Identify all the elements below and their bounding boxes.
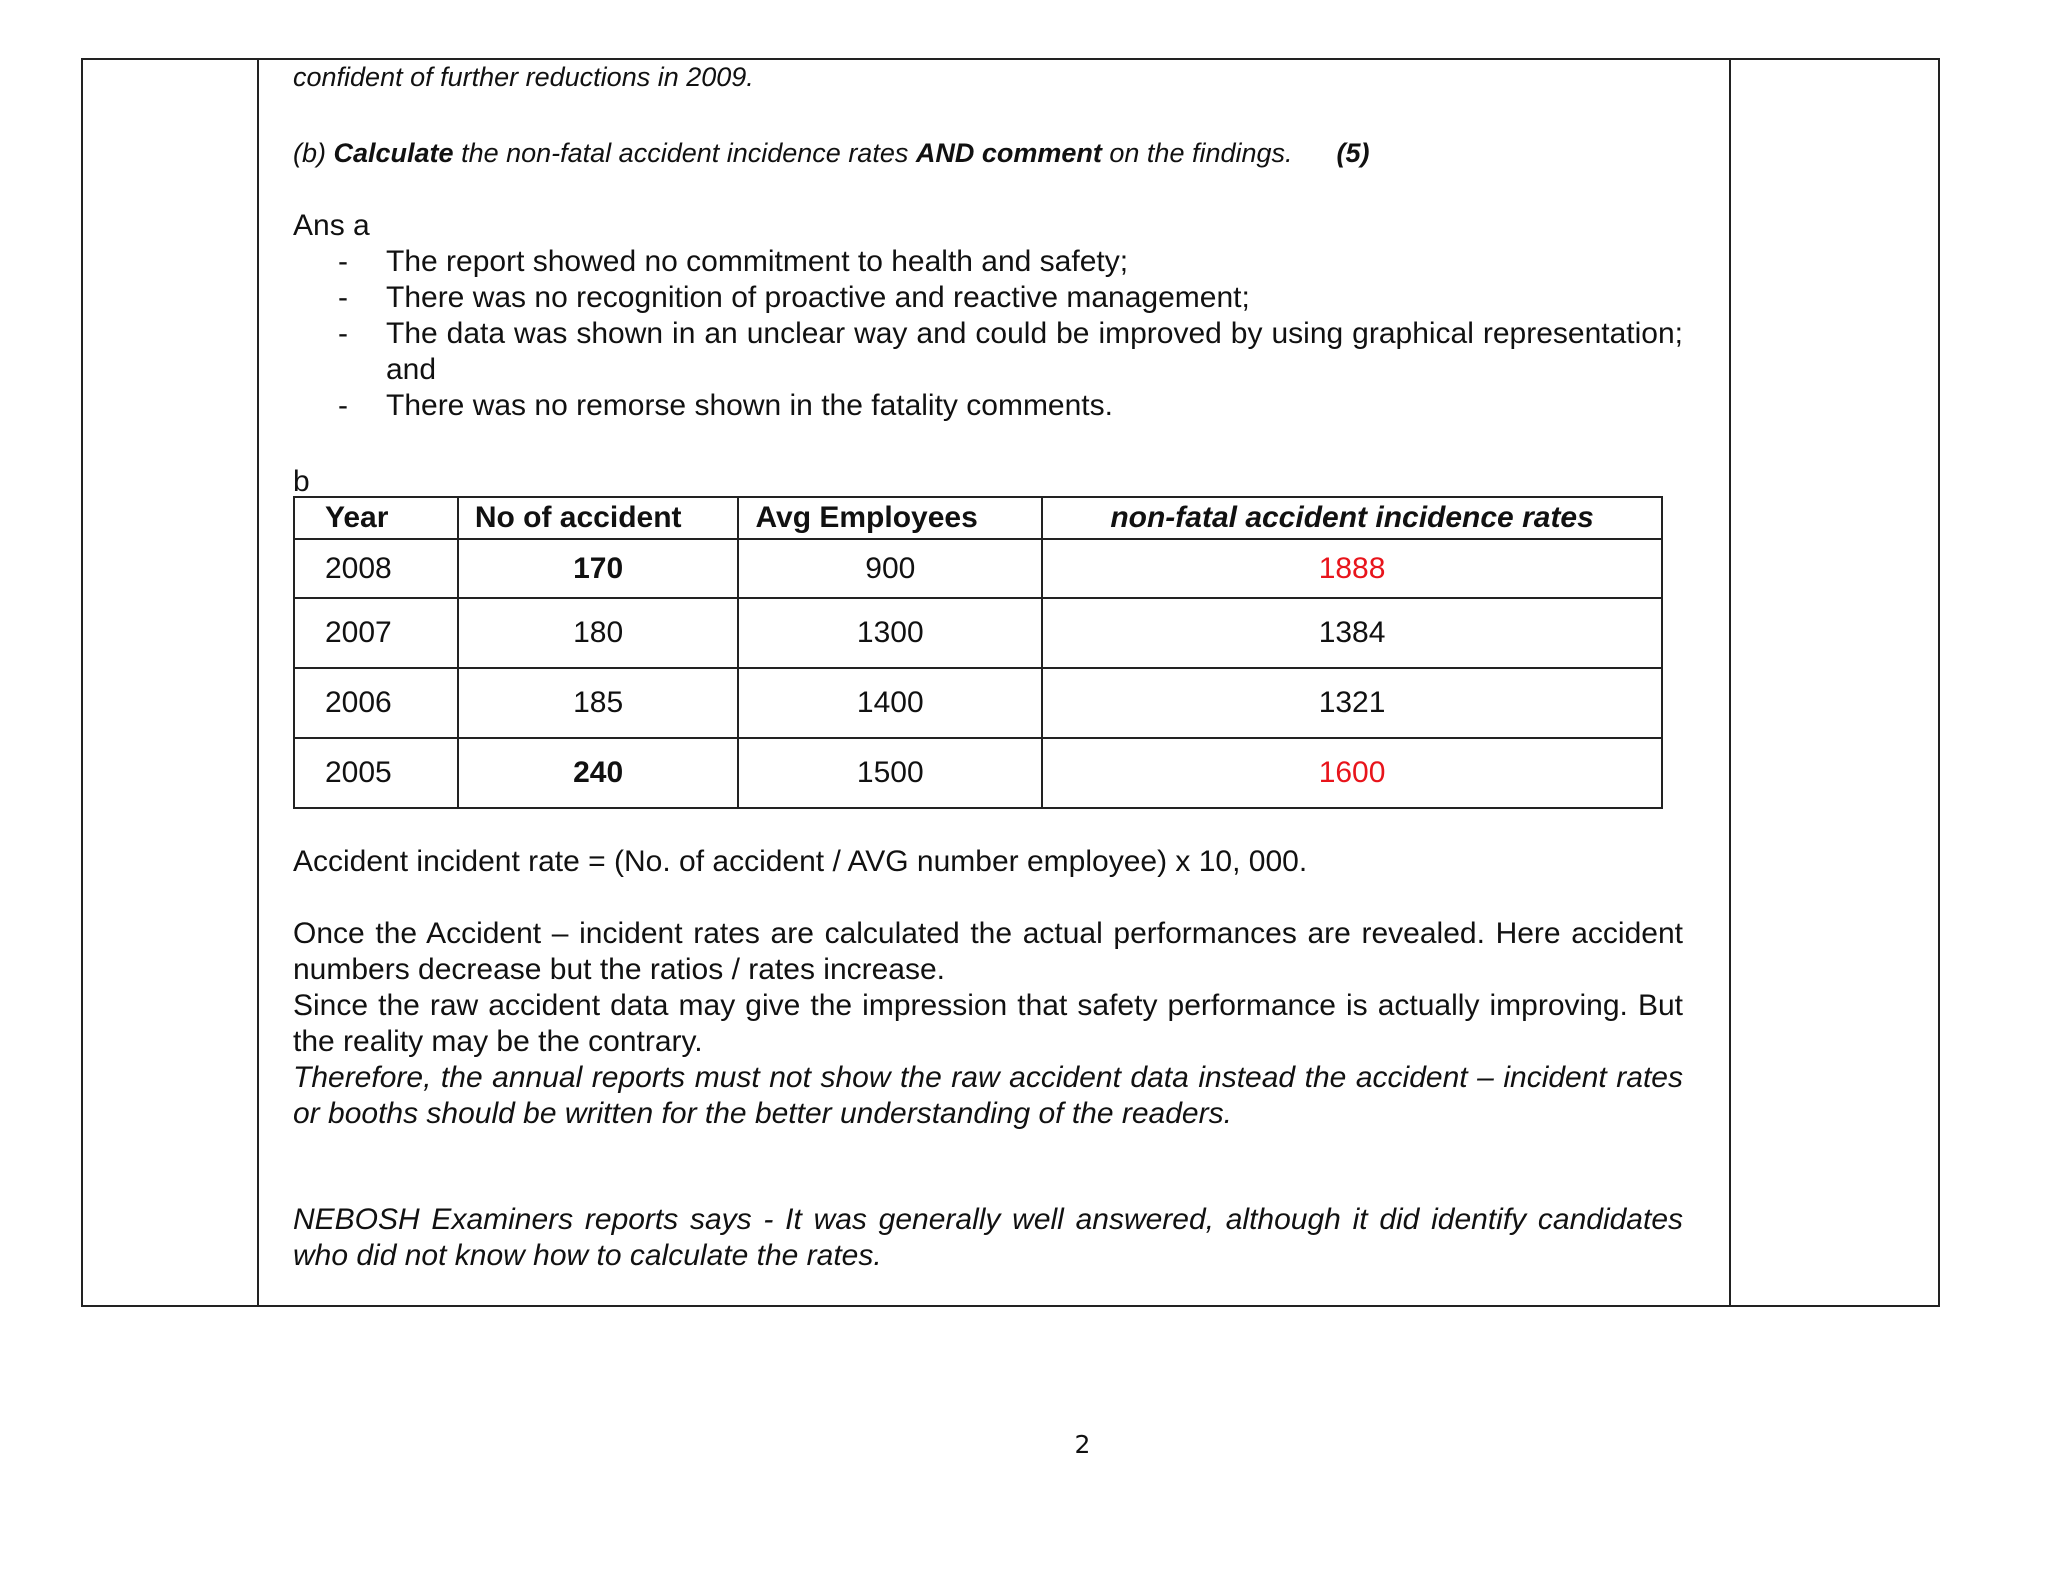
cell-employees: 900	[738, 539, 1042, 598]
cell-year: 2007	[294, 598, 458, 668]
cell-accidents: 240	[458, 738, 739, 808]
list-item: - There was no remorse shown in the fatality comments.	[338, 389, 1113, 422]
question-b	[293, 138, 1370, 169]
incidence-rate-table	[293, 496, 1663, 809]
formula-line: Accident incident rate = (No. of accident / AVG number employee) x 10, 000.	[293, 845, 1308, 878]
cell-accidents: 170	[458, 539, 739, 598]
answer-a-heading: Ans a	[293, 209, 370, 242]
list-item: - There was no recognition of proactive and reactive management;	[338, 281, 1250, 314]
bullet-text: The data was shown in an unclear way and could be improved by using graphical representation; and	[386, 317, 1683, 386]
cell-employees: 1500	[738, 738, 1042, 808]
question-b-middle: the non-fatal accident incidence rates	[453, 138, 916, 168]
question-b-verb1: Calculate	[333, 138, 454, 168]
cell-rate: 1321	[1042, 668, 1662, 738]
cell-rate: 1600	[1042, 738, 1662, 808]
cell-employees: 1400	[738, 668, 1042, 738]
cell-rate: 1888	[1042, 539, 1662, 598]
header-accidents: No of accident	[458, 497, 739, 539]
question-b-prefix: (b)	[293, 138, 334, 168]
table-header-row	[294, 497, 1662, 539]
column-divider-right	[1729, 60, 1731, 1305]
question-b-marks: (5)	[1336, 138, 1370, 168]
question-b-suffix: on the findings.	[1101, 138, 1293, 168]
page-number: 2	[1074, 1430, 1091, 1459]
cell-accidents: 180	[458, 598, 739, 668]
cell-rate: 1384	[1042, 598, 1662, 668]
bullet-text: There was no remorse shown in the fatality comments.	[386, 389, 1113, 422]
question-b-verb2: AND comment	[915, 138, 1102, 168]
cell-year: 2006	[294, 668, 458, 738]
comment-paragraph-1: Once the Accident – incident rates are calculated the actual performances are revealed. Here accident numbers decrease but the ratios / rates increase.	[293, 917, 1683, 986]
header-employees: Avg Employees	[738, 497, 1042, 539]
table-row	[294, 539, 1662, 598]
bullet-text: The report showed no commitment to health and safety;	[386, 245, 1129, 278]
header-year: Year	[294, 497, 458, 539]
comment-paragraph-2: Since the raw accident data may give the impression that safety performance is actually improving. But the reality may be the contrary.	[293, 989, 1683, 1058]
comment-paragraph-3: Therefore, the annual reports must not show the raw accident data instead the accident – incident rates or booths should be written for the better understanding of the readers.	[293, 1061, 1683, 1130]
answer-b-heading: b	[293, 465, 310, 498]
examiner-note: NEBOSH Examiners reports says - It was generally well answered, although it did identify candidates who did not know how to calculate the rates.	[293, 1203, 1683, 1272]
table-row	[294, 598, 1662, 668]
bullet-text: There was no recognition of proactive and reactive management;	[386, 281, 1250, 314]
cell-employees: 1300	[738, 598, 1042, 668]
intro-line: confident of further reductions in 2009.	[293, 62, 754, 92]
cell-year: 2008	[294, 539, 458, 598]
cell-accidents: 185	[458, 668, 739, 738]
table-row	[294, 668, 1662, 738]
list-item: - The data was shown in an unclear way and could be improved by using graphical representation; and	[338, 317, 1683, 386]
column-divider-left	[257, 60, 259, 1305]
answer-a-bullet-list	[293, 244, 1683, 424]
list-item: - The report showed no commitment to health and safety;	[338, 245, 1129, 278]
cell-year: 2005	[294, 738, 458, 808]
header-rate: non-fatal accident incidence rates	[1042, 497, 1662, 539]
table-row	[294, 738, 1662, 808]
